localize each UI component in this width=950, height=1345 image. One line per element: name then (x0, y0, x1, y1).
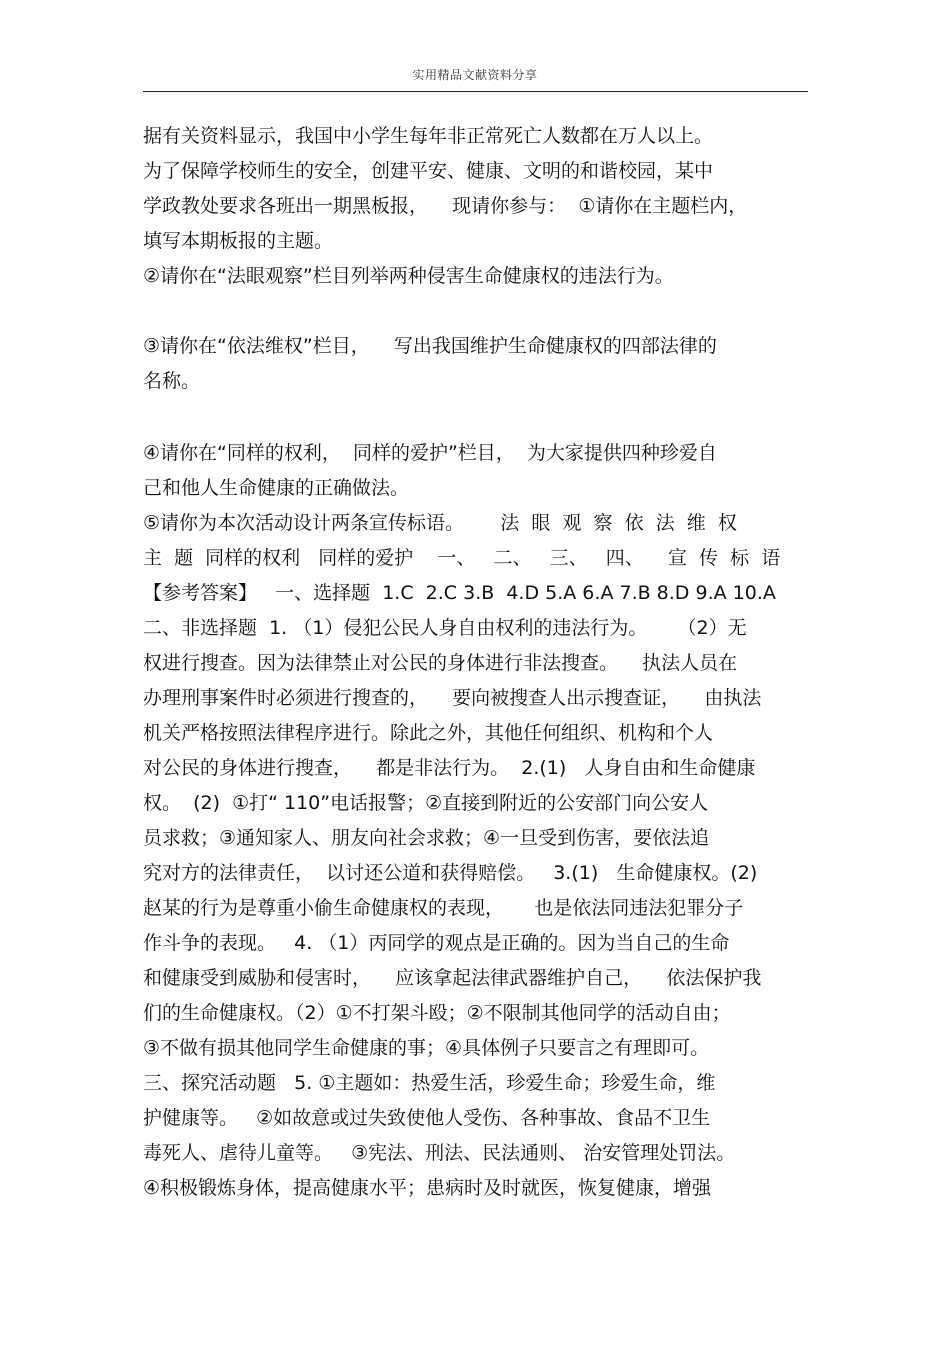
text-line: 们的生命健康权。（2）①不打架斗殴；②不限制其他同学的活动自由； (143, 1002, 731, 1024)
text-line: 对公民的身体进行搜查， 都是非法行为。 2.(1) 人身自由和生命健康 (143, 757, 756, 779)
text-line: 学政教处要求各班出一期黑板报， 现请你参与： ①请你在主题栏内， (143, 195, 748, 217)
text-line: 员求救；③通知家人、朋友向社会求救；④一旦受到伤害，要依法追 (143, 827, 710, 849)
text-line: 作斗争的表现。 4. （1）丙同学的观点是正确的。因为当自己的生命 (143, 932, 730, 954)
text-line: 二、非选择题 1. （1）侵犯公民人身自由权利的违法行为。 （2）无 (143, 617, 747, 639)
text-line: 赵某的行为是尊重小偷生命健康权的表现， 也是依法同违法犯罪分子 (143, 897, 744, 919)
text-line: 权进行搜查。因为法律禁止对公民的身体进行非法搜查。 执法人员在 (143, 652, 738, 674)
text-line: 办理刑事案件时必须进行搜查的， 要向被搜查人出示搜查证， 由执法 (143, 687, 762, 709)
text-line: 三、探究活动题 5. ①主题如：热爱生活，珍爱生命；珍爱生命，维 (143, 1072, 716, 1094)
text-line: 毒死人、虐待儿童等。 ③宪法、刑法、民法通则、 治安管理处罚法。 (143, 1142, 736, 1164)
text-line: 名称。 (143, 370, 201, 392)
text-line: ④积极锻炼身体，提高健康水平；患病时及时就医，恢复健康，增强 (143, 1177, 712, 1199)
text-line: 【参考答案】 一、选择题 1.C 2.C 3.B 4.D 5.A 6.A 7.B 8.D 9.A 10.A (143, 582, 776, 604)
page-header: 实用精品文献资料分享 (412, 68, 538, 82)
text-line: 究对方的法律责任， 以讨还公道和获得赔偿。 3.(1) 生命健康权。(2) (143, 862, 758, 884)
text-line: ③请你在“依法维权”栏目， 写出我国维护生命健康权的四部法律的 (143, 335, 717, 357)
text-line: ⑤请你为本次活动设计两条宣传标语。 法 眼 观 察 依 法 维 权 (143, 512, 737, 534)
text-line: 权。 (2) ①打“ 110”电话报警；②直接到附近的公安部门向公安人 (143, 792, 709, 814)
text-line: 己和他人生命健康的正确做法。 (143, 477, 410, 499)
text-line: 为了保障学校师生的安全，创建平安、健康、文明的和谐校园，某中 (143, 160, 714, 182)
text-line: 据有关资料显示，我国中小学生每年非正常死亡人数都在万人以上。 (143, 125, 714, 147)
header-divider (143, 91, 808, 92)
text-line: ②请你在“法眼观察”栏目列举两种侵害生命健康权的违法行为。 (143, 265, 674, 287)
text-line: ④请你在“同样的权利， 同样的爱护”栏目， 为大家提供四种珍爱自 (143, 442, 717, 464)
text-line: ③不做有损其他同学生命健康的事；④具体例子只要言之有理即可。 (143, 1037, 710, 1059)
text-line: 主 题 同样的权利 同样的爱护 一、 二、 三、 四、 宣 传 标 语 (143, 547, 781, 569)
text-line: 机关严格按照法律程序进行。除此之外，其他任何组织、机构和个人 (143, 722, 714, 744)
text-line: 护健康等。 ②如故意或过失致使他人受伤、各种事故、食品不卫生 (143, 1107, 711, 1129)
text-line: 填写本期板报的主题。 (143, 230, 334, 252)
text-line: 和健康受到威胁和侵害时， 应该拿起法律武器维护自己， 依法保护我 (143, 967, 762, 989)
